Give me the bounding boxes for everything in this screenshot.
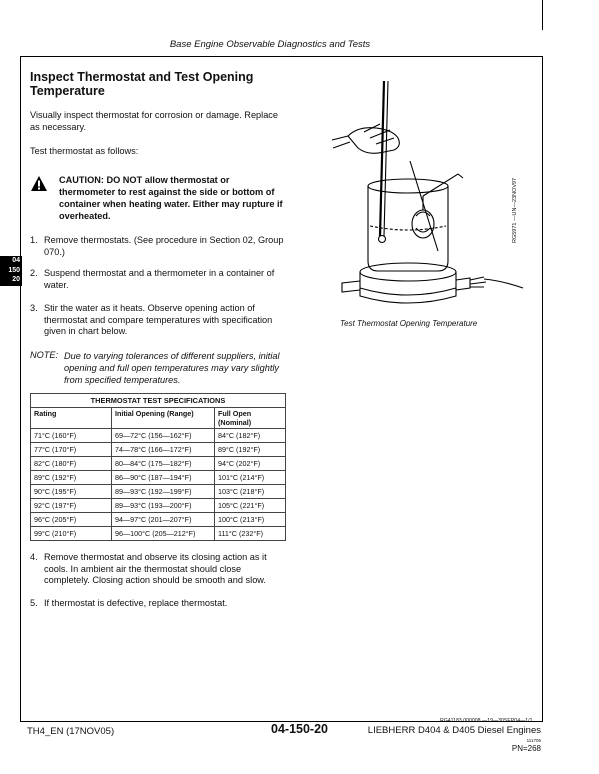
right-rule xyxy=(542,56,543,721)
footer-manual-title: LIEBHERR D404 & D405 Diesel Engines xyxy=(367,725,541,736)
table-cell: 71°C (160°F) xyxy=(31,429,112,443)
table-cell: 92°C (197°F) xyxy=(31,499,112,513)
footer-reference-code: RG41183,000008 —19—30SEP04—1/1 xyxy=(440,718,533,724)
table-cell: 100°C (213°F) xyxy=(215,513,286,527)
table-cell: 89°C (192°F) xyxy=(215,443,286,457)
table-row xyxy=(31,429,286,443)
table-row xyxy=(31,527,286,541)
table-cell: 77°C (170°F) xyxy=(31,443,112,457)
intro-paragraph: Visually inspect thermostat for corrosion or damage. Replace as necessary. xyxy=(30,110,279,132)
step-text: Remove thermostat and observe its closing action as it cools. In ambient air the thermostat should close completely. Closing action should be smooth and slow. xyxy=(44,552,267,585)
step-text: Suspend thermostat and a thermometer in a container of water. xyxy=(44,268,275,290)
left-rule xyxy=(20,56,21,721)
table-cell: 90°C (195°F) xyxy=(31,485,112,499)
footer-document-id: TH4_EN (17NOV05) xyxy=(27,726,115,737)
table-row xyxy=(31,485,286,499)
note-text: Due to varying tolerances of different suppliers, initial opening and full open temperatures may vary slightly from specified temperatures. xyxy=(64,351,280,385)
table-cell: 94°C (202°F) xyxy=(215,457,286,471)
table-row xyxy=(31,443,286,457)
table-cell: 103°C (218°F) xyxy=(215,485,286,499)
table-cell: 99°C (210°F) xyxy=(31,527,112,541)
step-text: If thermostat is defective, replace thermostat. xyxy=(44,598,228,608)
table-cell: 89—93°C (192—199°F) xyxy=(112,485,215,499)
footer-page-number: 04-150-20 xyxy=(271,722,328,736)
table-cell: 84°C (182°F) xyxy=(215,429,286,443)
table-cell: 94—97°C (201—207°F) xyxy=(112,513,215,527)
side-tab-line: 150 xyxy=(8,266,20,274)
side-tab-line: 20 xyxy=(12,276,20,283)
section-title: Inspect Thermostat and Test Opening Temperature xyxy=(30,70,254,98)
table-cell: 96°C (205°F) xyxy=(31,513,112,527)
step-text: Remove thermostats. (See procedure in Section 02, Group 070.) xyxy=(44,235,284,257)
table-cell: 105°C (221°F) xyxy=(215,499,286,513)
table-cell: 69—72°C (156—162°F) xyxy=(112,429,215,443)
footer-tiny-code: 111706 xyxy=(526,738,541,743)
table-row xyxy=(31,471,286,485)
table-header-full: Full Open (Nominal) xyxy=(215,408,286,429)
table-row xyxy=(31,457,286,471)
step-text: Stir the water as it heats. Observe opening action of thermostat and compare temperatures with specification given in chart below. xyxy=(44,303,273,336)
intro-test-line: Test thermostat as follows: xyxy=(30,146,139,156)
footer-pn: PN=268 xyxy=(511,744,541,753)
table-cell: 82°C (180°F) xyxy=(31,457,112,471)
step-number: 1. xyxy=(30,235,38,245)
note-label: NOTE: xyxy=(30,350,59,360)
table-header-rating: Rating xyxy=(31,408,112,429)
table-row xyxy=(31,513,286,527)
figure-code: RG5971 —UN—23NOV97 xyxy=(512,177,518,243)
caution-text: CAUTION: DO NOT allow thermostat or thermometer to rest against the side or bottom of container when heating water. Either may rupture if overheated. xyxy=(59,175,283,221)
top-right-rule xyxy=(542,0,543,30)
thermostat-spec-table xyxy=(30,393,286,541)
step-number: 3. xyxy=(30,303,38,313)
step-number: 2. xyxy=(30,268,38,278)
header-rule xyxy=(20,56,543,57)
table-cell: 89°C (192°F) xyxy=(31,471,112,485)
side-tab-line: 04 xyxy=(12,257,20,264)
table-cell: 101°C (214°F) xyxy=(215,471,286,485)
table-cell: 89—93°C (193—200°F) xyxy=(112,499,215,513)
section-side-tab xyxy=(0,256,22,286)
warning-triangle-icon xyxy=(31,176,47,191)
table-cell: 80—84°C (175—182°F) xyxy=(112,457,215,471)
table-caption: THERMOSTAT TEST SPECIFICATIONS xyxy=(31,394,286,408)
table-header-initial: Initial Opening (Range) xyxy=(112,408,215,429)
step-number: 5. xyxy=(30,598,38,608)
figure-caption: Test Thermostat Opening Temperature xyxy=(340,319,478,328)
page-header-title: Base Engine Observable Diagnostics and Tests xyxy=(169,39,371,50)
step-number: 4. xyxy=(30,552,38,562)
table-cell: 86—90°C (187—194°F) xyxy=(112,471,215,485)
thermostat-test-illustration xyxy=(298,76,538,321)
table-cell: 96—100°C (205—212°F) xyxy=(112,527,215,541)
table-row xyxy=(31,499,286,513)
table-cell: 74—78°C (166—172°F) xyxy=(112,443,215,457)
table-cell: 111°C (232°F) xyxy=(215,527,286,541)
